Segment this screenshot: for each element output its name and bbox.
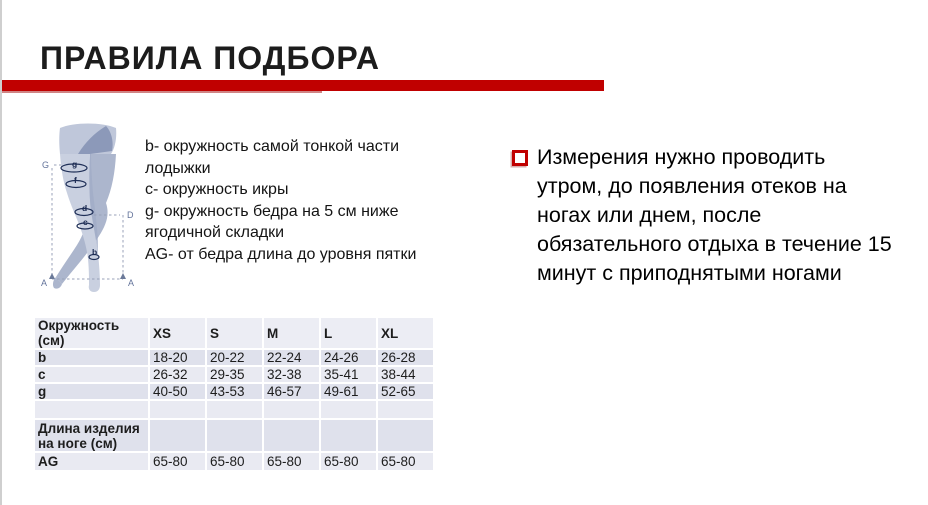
table-header-row [35,318,433,348]
accent-bar-shadow [2,91,322,93]
size-cell [150,420,205,451]
row-label: AG [35,453,148,470]
girth-label-f: f [74,175,77,185]
column-header: L [321,318,376,348]
size-cell: 40-50 [150,384,205,399]
column-header: XS [150,318,205,348]
size-cell: 35-41 [321,367,376,382]
note-line: обязательного отдыха в течение 15 [537,232,892,256]
size-cell: 65-80 [207,453,262,470]
size-cell [378,420,433,451]
size-cell: 65-80 [150,453,205,470]
size-cell: 52-65 [378,384,433,399]
size-cell: 32-38 [264,367,319,382]
legend-line: c- окружность икры [145,181,289,198]
size-cell [207,401,262,418]
leg-measurement-diagram [32,123,144,295]
size-cell: 26-32 [150,367,205,382]
size-cell [321,420,376,451]
size-cell [321,401,376,418]
girth-label-g: g [72,159,78,169]
table-row-g [35,384,433,399]
note-line: ногах или днем, после [537,203,762,227]
size-cell: 65-80 [321,453,376,470]
corner-label-A-left: A [41,278,48,288]
size-table [33,316,435,472]
size-cell: 49-61 [321,384,376,399]
size-cell: 22-24 [264,350,319,365]
size-cell [150,401,205,418]
slide-edge-line [0,0,2,505]
girth-label-b: b [92,247,98,257]
legend-line: g- окружность бедра на 5 см ниже [145,202,399,220]
size-cell: 46-57 [264,384,319,399]
table-row-c [35,367,433,382]
size-cell: 29-35 [207,367,262,382]
size-cell: 43-53 [207,384,262,399]
size-cell: 18-20 [150,350,205,365]
legend-line: лодыжки [145,159,211,177]
column-header: Окружность (см) [35,318,148,348]
girth-label-d: d [82,203,88,213]
size-cell: 65-80 [264,453,319,470]
size-cell: 65-80 [378,453,433,470]
accent-bar [2,80,604,91]
measurement-note [512,143,912,288]
row-label [35,401,148,418]
column-header: M [264,318,319,348]
girth-label-c: c [83,217,88,227]
legend-line: ягодичной складки [145,224,285,241]
size-cell: 38-44 [378,367,433,382]
corner-label-D: D [127,210,134,220]
note-text [537,143,892,288]
row-label: g [35,384,148,399]
size-cell: 20-22 [207,350,262,365]
table-row-length-header [35,420,433,451]
checkbox-bullet-icon [512,150,528,166]
column-header: XL [378,318,433,348]
legend-line: AG- от бедра длина до уровня пятки [145,245,417,263]
size-cell [207,420,262,451]
note-line: утром, до появления отеков на [537,174,847,198]
page-title: ПРАВИЛА ПОДБОРА [40,40,380,77]
note-line: Измерения нужно проводить [537,145,826,169]
measurement-legend [145,136,453,265]
table-row-AG [35,453,433,470]
corner-label-A-right: A [128,278,135,288]
size-cell [264,401,319,418]
corner-label-G: G [42,160,50,170]
note-line: минут с приподнятыми ногами [537,261,842,285]
size-cell: 26-28 [378,350,433,365]
table-row-b [35,350,433,365]
size-cell: 24-26 [321,350,376,365]
size-cell [378,401,433,418]
row-label: b [35,350,148,365]
table-row-empty [35,401,433,418]
row-label: Длина изделия на ноге (см) [35,420,148,451]
size-cell [264,420,319,451]
column-header: S [207,318,262,348]
legend-line: b- окружность самой тонкой части [145,138,400,155]
row-label: c [35,367,148,382]
